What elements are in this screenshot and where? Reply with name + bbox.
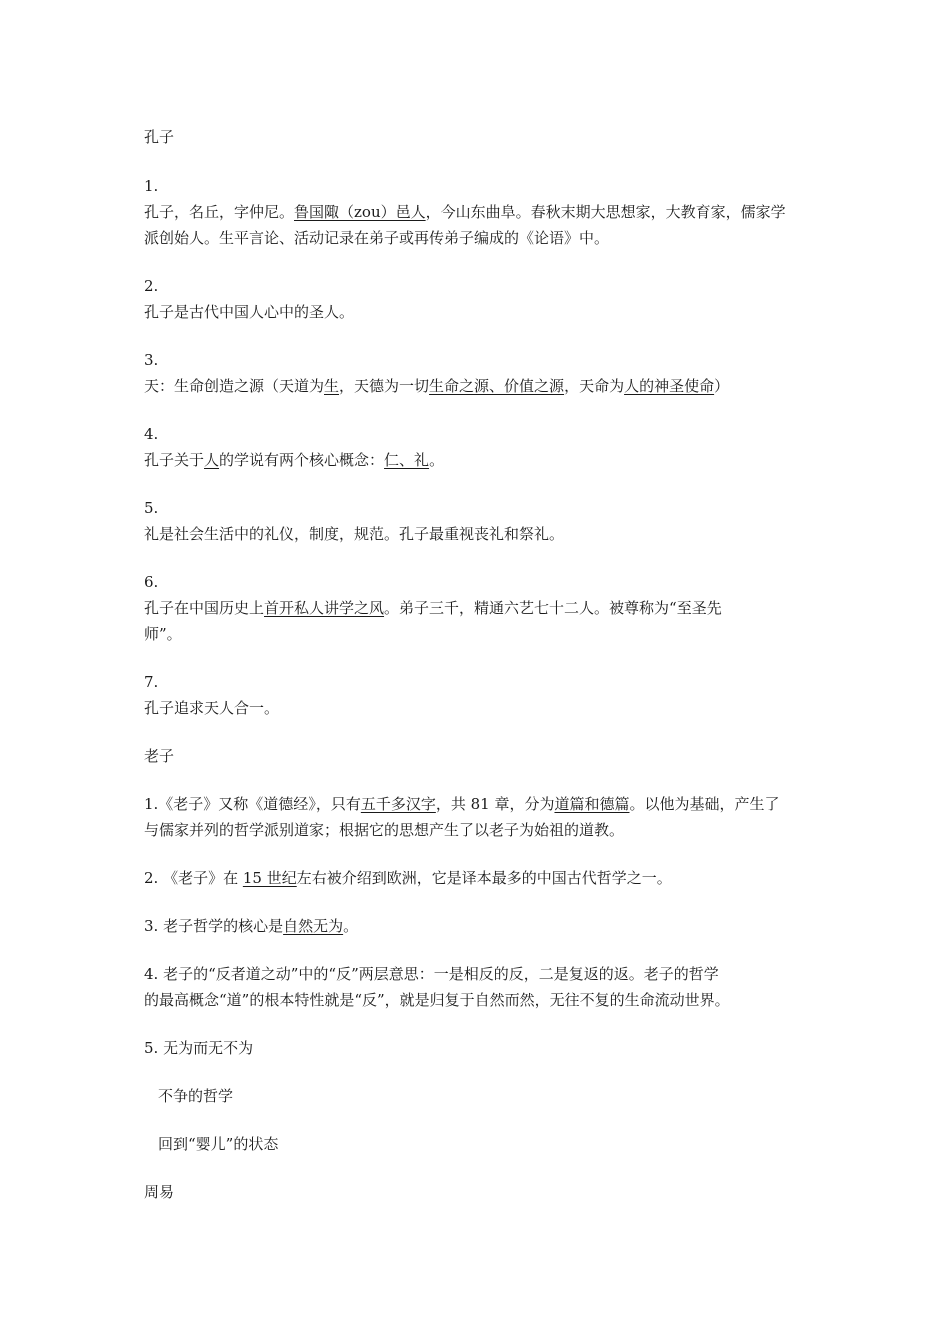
laozi-paragraph-5: 5. 无为而无不为 xyxy=(144,1039,254,1057)
item-number: 1. xyxy=(144,177,159,195)
laozi-paragraph-4-cont: 的最高概念“道”的根本特性就是“反”，就是归复于自然而然，无往不复的生命流动世界。 xyxy=(144,991,730,1009)
item-number: 7. xyxy=(144,673,159,691)
item-number: 5. xyxy=(144,499,159,517)
section-title-laozi: 老子 xyxy=(144,747,175,765)
item-number: 3. xyxy=(144,351,159,369)
item-number: 4. xyxy=(144,425,159,443)
laozi-subpoint-1: 不争的哲学 xyxy=(158,1087,234,1105)
laozi-paragraph-2: 2. 《老子》在 15 世纪左右被介绍到欧洲，它是译本最多的中国古代哲学之一。 xyxy=(144,869,672,887)
item-number: 6. xyxy=(144,573,159,591)
item-text: 派创始人。生平言论、活动记录在弟子或再传弟子编成的《论语》中。 xyxy=(144,229,610,247)
item-text: 孔子是古代中国人心中的圣人。 xyxy=(144,303,355,321)
section-title-zhouyi: 周易 xyxy=(144,1183,175,1201)
item-number: 2. xyxy=(144,277,159,295)
item-text: 孔子，名丘，字仲尼。鲁国陬（zou）邑人，今山东曲阜。春秋末期大思想家，大教育家，儒家学 xyxy=(144,203,786,221)
laozi-paragraph-4: 4. 老子的“反者道之动”中的“反”两层意思：一是相反的反，二是复返的返。老子的哲学 xyxy=(144,965,719,983)
item-text: 礼是社会生活中的礼仪，制度，规范。孔子最重视丧礼和祭礼。 xyxy=(144,525,565,543)
laozi-subpoint-2: 回到“婴儿”的状态 xyxy=(158,1135,279,1153)
document-body xyxy=(144,124,824,1205)
laozi-paragraph-3: 3. 老子哲学的核心是自然无为。 xyxy=(144,917,359,935)
section-title-confucius: 孔子 xyxy=(144,128,175,146)
item-text: 师”。 xyxy=(144,625,182,643)
laozi-paragraph-1: 1.《老子》又称《道德经》，只有五千多汉字，共 81 章，分为道篇和德篇。以他为基础，产生了 xyxy=(144,795,780,813)
laozi-paragraph-1-cont: 与儒家并列的哲学派别道家；根据它的思想产生了以老子为始祖的道教。 xyxy=(144,821,625,839)
item-text: 天：生命创造之源（天道为生，天德为一切生命之源、价值之源，天命为人的神圣使命） xyxy=(144,377,730,395)
item-text: 孔子在中国历史上首开私人讲学之风。弟子三千，精通六艺七十二人。被尊称为“至圣先 xyxy=(144,599,722,617)
item-text: 孔子追求天人合一。 xyxy=(144,699,280,717)
item-text: 孔子关于人的学说有两个核心概念：仁、礼。 xyxy=(144,451,445,469)
